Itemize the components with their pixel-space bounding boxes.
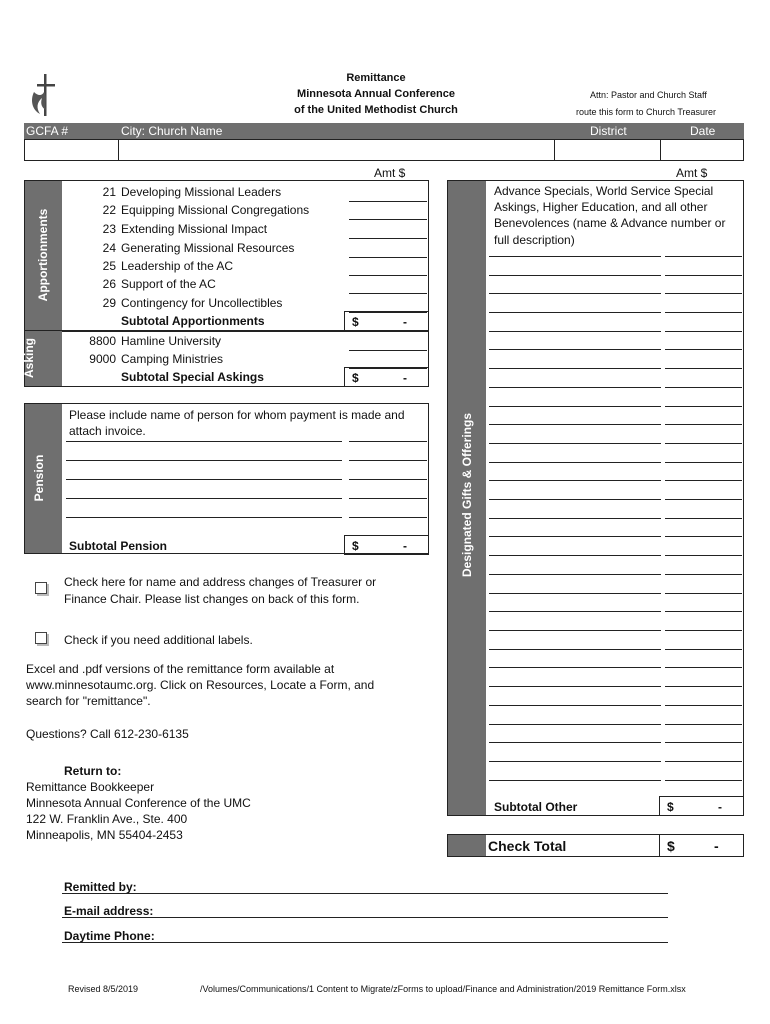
line-item-label: Contingency for Uncollectibles: [121, 296, 283, 310]
pension-instruction-2: attach invoice.: [69, 424, 146, 438]
designated-description-line[interactable]: [489, 293, 661, 294]
amount-line[interactable]: [665, 331, 742, 332]
amount-line[interactable]: [665, 424, 742, 425]
line-item-number: 24: [102, 241, 116, 255]
title-line-2: Minnesota Annual Conference: [297, 88, 455, 100]
amount-line[interactable]: [665, 742, 742, 743]
amount-line[interactable]: [349, 517, 427, 518]
designated-description-line[interactable]: [489, 536, 661, 537]
line-item-label: Support of the AC: [121, 277, 216, 291]
amount-line[interactable]: [665, 443, 742, 444]
amount-line[interactable]: [665, 312, 742, 313]
amount-line[interactable]: [349, 293, 427, 294]
amount-line[interactable]: [349, 441, 427, 442]
title-line-1: Remittance: [346, 72, 406, 84]
amount-line[interactable]: [665, 611, 742, 612]
address-change-checkbox[interactable]: [35, 582, 47, 594]
line-item-label: Generating Missional Resources: [121, 241, 295, 255]
subtotal-pension-label: Subtotal Pension: [69, 539, 168, 553]
amount-line[interactable]: [349, 201, 427, 202]
check-total-value: -: [714, 838, 719, 854]
line-item-number: 25: [102, 259, 116, 273]
subtotal-pension-value: -: [403, 539, 407, 553]
amount-line[interactable]: [665, 406, 742, 407]
designated-desc-4: full description): [494, 233, 575, 247]
amount-line[interactable]: [349, 368, 427, 369]
designated-description-line[interactable]: [489, 499, 661, 500]
line-item-number: 9000: [89, 352, 116, 366]
designated-description-line[interactable]: [489, 387, 661, 388]
pension-name-line[interactable]: [66, 498, 342, 499]
amount-line[interactable]: [665, 593, 742, 594]
amount-line[interactable]: [665, 761, 742, 762]
amount-line[interactable]: [349, 498, 427, 499]
form-title: [236, 70, 516, 118]
designated-desc-3: Benevolences (name & Advance number or: [494, 216, 726, 230]
line-item-label: Equipping Missional Congregations: [121, 203, 310, 217]
questions-line: Questions? Call 612-230-6135: [26, 727, 189, 741]
amount-line[interactable]: [665, 256, 742, 257]
designated-gifts-label: Designated Gifts & Offerings: [460, 412, 474, 577]
designated-description-line[interactable]: [489, 256, 661, 257]
district-label: District: [590, 124, 627, 138]
amount-line[interactable]: [349, 275, 427, 276]
remitted-by-line[interactable]: [62, 893, 668, 894]
special-asking-label: Special Asking: [9, 336, 36, 380]
amount-line[interactable]: [665, 462, 742, 463]
designated-description-line[interactable]: [489, 424, 661, 425]
amount-line[interactable]: [665, 368, 742, 369]
return-line-2: Minnesota Annual Conference of the UMC: [26, 796, 251, 810]
amount-line[interactable]: [665, 275, 742, 276]
amount-line[interactable]: [349, 479, 427, 480]
amount-line[interactable]: [665, 536, 742, 537]
amount-line[interactable]: [665, 705, 742, 706]
attn-note: Attn: Pastor and Church Staff: [590, 90, 707, 100]
subtotal-apportionments-currency: $: [352, 315, 359, 329]
amount-line[interactable]: [665, 387, 742, 388]
designated-desc-1: Advance Specials, World Service Special: [494, 184, 714, 198]
designated-description-line[interactable]: [489, 724, 661, 725]
amt-header-left: Amt $: [374, 166, 406, 180]
designated-description-line[interactable]: [489, 518, 661, 519]
designated-desc-2: Askings, Higher Education, and all other: [494, 200, 708, 214]
designated-description-line[interactable]: [489, 406, 661, 407]
designated-description-line[interactable]: [489, 368, 661, 369]
pension-name-line[interactable]: [66, 479, 342, 480]
designated-description-line[interactable]: [489, 705, 661, 706]
amount-line[interactable]: [349, 312, 427, 313]
designated-description-line[interactable]: [489, 480, 661, 481]
subtotal-pension-currency: $: [352, 539, 359, 553]
amount-line[interactable]: [665, 667, 742, 668]
designated-description-line[interactable]: [489, 331, 661, 332]
designated-description-line[interactable]: [489, 611, 661, 612]
info-line-1: Excel and .pdf versions of the remittance form available at: [26, 662, 335, 676]
line-item-label: Hamline University: [121, 334, 222, 348]
designated-description-line[interactable]: [489, 349, 661, 350]
amount-line[interactable]: [349, 460, 427, 461]
daytime-phone-line[interactable]: [62, 942, 668, 943]
amount-line[interactable]: [665, 724, 742, 725]
designated-description-line[interactable]: [489, 686, 661, 687]
church-name-field[interactable]: [118, 139, 555, 161]
return-line-1: Remittance Bookkeeper: [26, 780, 155, 794]
date-label: Date: [690, 124, 716, 138]
amount-line[interactable]: [349, 238, 427, 239]
address-change-text-1: Check here for name and address changes of Treasurer or: [64, 575, 377, 589]
file-path: /Volumes/Communications/1 Content to Migrate/zForms to upload/Finance and Administration/2019 Remittance Form.xlsx: [200, 984, 686, 994]
additional-labels-checkbox[interactable]: [35, 632, 47, 644]
city-church-label: City: Church Name: [121, 124, 223, 138]
line-item-label: Developing Missional Leaders: [121, 185, 282, 199]
pension-name-line[interactable]: [66, 441, 342, 442]
designated-description-line[interactable]: [489, 649, 661, 650]
check-total-label: Check Total: [488, 838, 567, 854]
remitted-by-label: Remitted by:: [64, 880, 137, 894]
route-note: route this form to Church Treasurer: [576, 107, 717, 117]
district-field[interactable]: [554, 139, 661, 161]
amount-line[interactable]: [665, 518, 742, 519]
gcfa-label: GCFA #: [26, 124, 69, 138]
date-field[interactable]: [660, 139, 744, 161]
designated-description-line[interactable]: [489, 742, 661, 743]
line-item-number: 8800: [89, 334, 116, 348]
amount-line[interactable]: [665, 780, 742, 781]
pension-label: Pension: [32, 454, 46, 502]
designated-description-line[interactable]: [489, 780, 661, 781]
amount-line[interactable]: [665, 480, 742, 481]
line-item-label: Leadership of the AC: [121, 259, 234, 273]
gcfa-field[interactable]: [24, 139, 119, 161]
amount-line[interactable]: [665, 649, 742, 650]
return-line-3: 122 W. Franklin Ave., Ste. 400: [26, 812, 188, 826]
email-label: E-mail address:: [64, 904, 154, 918]
subtotal-special-label: Subtotal Special Askings: [121, 370, 264, 384]
designated-description-line[interactable]: [489, 761, 661, 762]
subtotal-apportionments-label: Subtotal Apportionments: [121, 314, 265, 328]
line-item-number: 22: [102, 203, 116, 217]
additional-labels-text: Check if you need additional labels.: [64, 633, 253, 647]
designated-description-line[interactable]: [489, 462, 661, 463]
amount-line[interactable]: [665, 499, 742, 500]
revised-date: Revised 8/5/2019: [68, 984, 139, 994]
designated-description-line[interactable]: [489, 593, 661, 594]
amount-line[interactable]: [665, 293, 742, 294]
designated-description-line[interactable]: [489, 555, 661, 556]
line-item-number: 29: [102, 296, 116, 310]
designated-description-line[interactable]: [489, 667, 661, 668]
amount-line[interactable]: [665, 555, 742, 556]
subtotal-other-currency: $: [667, 800, 674, 814]
line-item-number: 23: [102, 222, 116, 236]
designated-description-line[interactable]: [489, 275, 661, 276]
amount-line[interactable]: [349, 350, 427, 351]
line-item-number: 26: [102, 277, 116, 291]
amt-header-right: Amt $: [676, 166, 708, 180]
umc-cross-flame-logo: [28, 72, 62, 118]
designated-description-line[interactable]: [489, 443, 661, 444]
check-total-sidebar: [448, 835, 486, 856]
line-item-label: Camping Ministries: [121, 352, 224, 366]
amount-line[interactable]: [665, 630, 742, 631]
title-line-3: of the United Methodist Church: [294, 104, 458, 116]
line-item-number: 21: [102, 185, 116, 199]
email-line[interactable]: [62, 917, 668, 918]
subtotal-other-value: -: [718, 800, 722, 814]
amount-line[interactable]: [665, 686, 742, 687]
apportionments-label: Apportionments: [36, 208, 50, 302]
info-line-2: www.minnesotaumc.org. Click on Resources, Locate a Form, and: [26, 678, 375, 692]
amount-line[interactable]: [349, 257, 427, 258]
check-total-currency: $: [667, 838, 675, 854]
daytime-phone-label: Daytime Phone:: [64, 929, 155, 943]
amount-line[interactable]: [349, 219, 427, 220]
subtotal-other-label: Subtotal Other: [494, 800, 578, 814]
amount-line[interactable]: [665, 574, 742, 575]
return-line-4: Minneapolis, MN 55404-2453: [26, 828, 183, 842]
designated-description-line[interactable]: [489, 630, 661, 631]
return-to-title: Return to:: [64, 764, 122, 778]
pension-instruction-1: Please include name of person for whom payment is made and: [69, 408, 405, 422]
pension-name-line[interactable]: [66, 460, 342, 461]
line-item-label: Extending Missional Impact: [121, 222, 268, 236]
subtotal-special-value: -: [403, 371, 407, 385]
designated-description-line[interactable]: [489, 312, 661, 313]
designated-description-line[interactable]: [489, 574, 661, 575]
info-line-3: search for "remittance".: [26, 694, 151, 708]
amount-line[interactable]: [665, 349, 742, 350]
pension-name-line[interactable]: [66, 517, 342, 518]
address-change-text-2: Finance Chair. Please list changes on back of this form.: [64, 592, 360, 606]
subtotal-special-currency: $: [352, 371, 359, 385]
subtotal-apportionments-value: -: [403, 315, 407, 329]
